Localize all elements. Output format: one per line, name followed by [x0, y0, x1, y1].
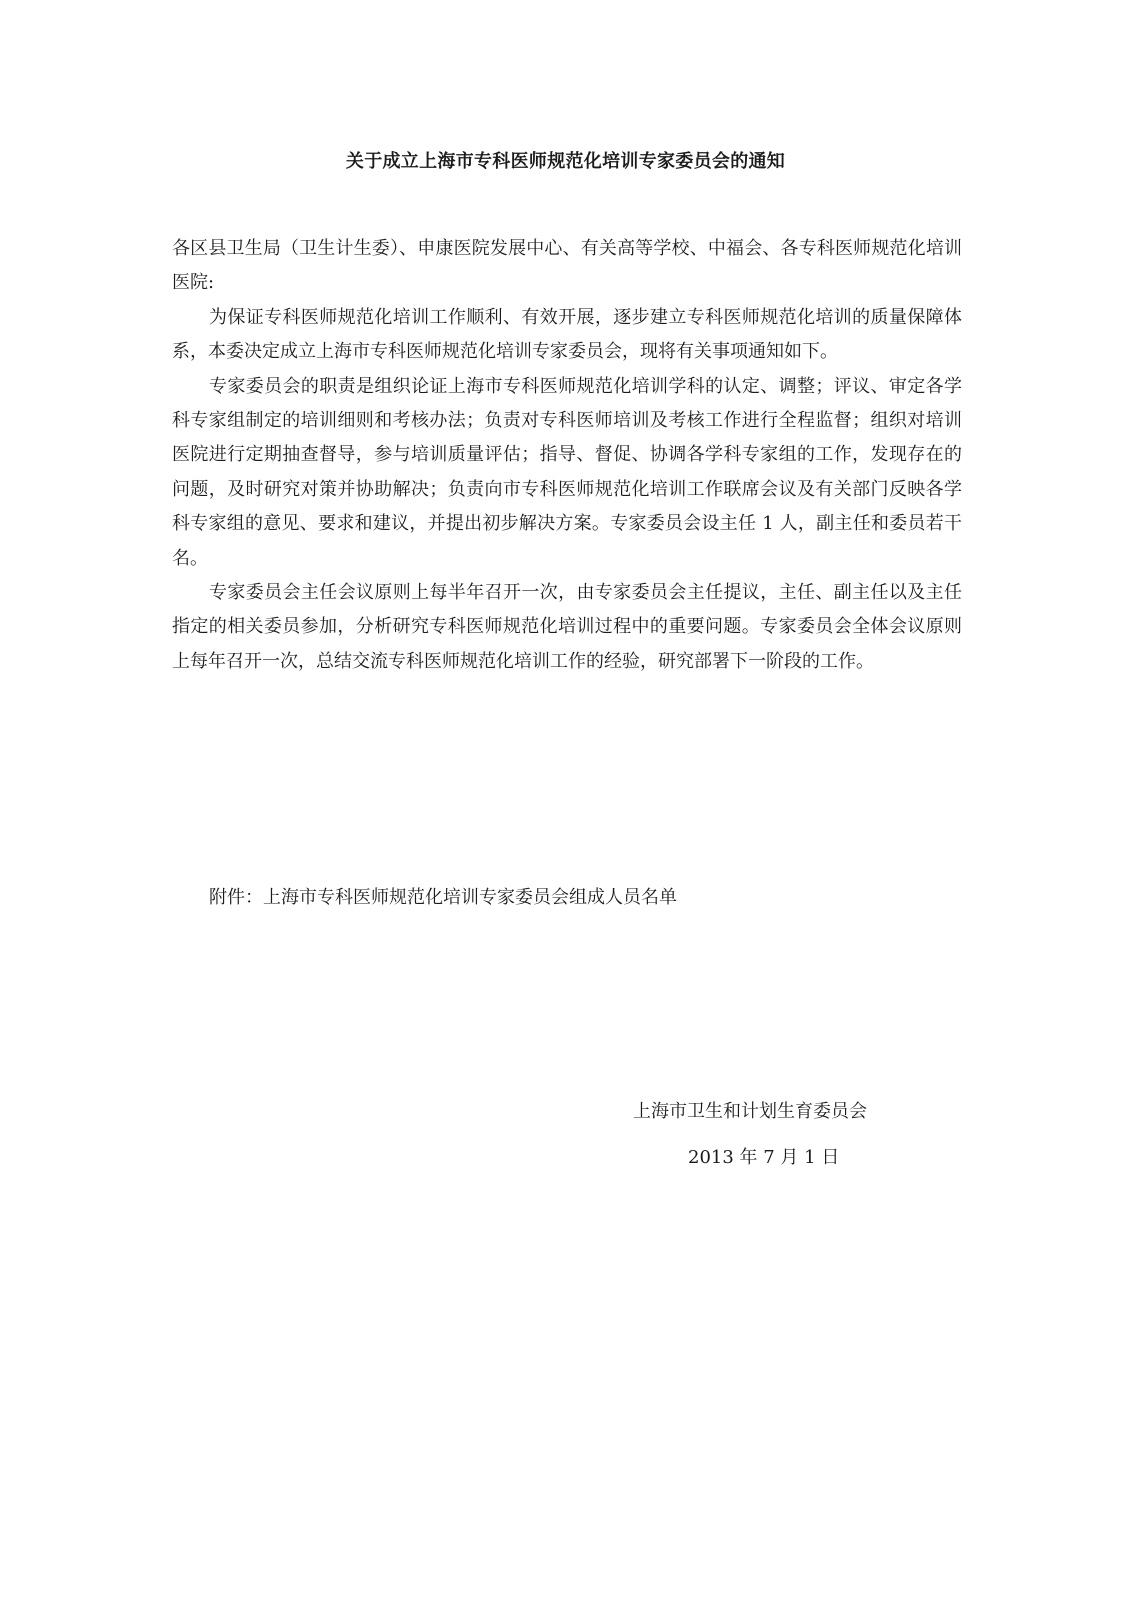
paragraph-duties: 专家委员会的职责是组织论证上海市专科医师规范化培训学科的认定、调整；评议、审定各学科专家组制定的培训细则和考核办法；负责对专科医师培训及考核工作进行全程监督；组织对培训医院进行定期抽查督导，参与培训质量评估；指导、督促、协调各学科专家组的工作，发现存在的问题，及时研究对策并协助解决；负责向市专科医师规范化培训工作联席会议及有关部门反映各学科专家组的意见、要求和建议，并提出初步解决方案。专家委员会设主任 1 人，副主任和委员若干名。 — [172, 375, 962, 569]
signature-date: 2013 年 7 月 1 日 — [688, 1147, 840, 1168]
paragraph-purpose: 为保证专科医师规范化培训工作顺利、有效开展，逐步建立专科医师规范化培训的质量保障体系，本委决定成立上海市专科医师规范化培训专家委员会，现将有关事项通知如下。 — [172, 306, 962, 363]
document-title: 关于成立上海市专科医师规范化培训专家委员会的通知 — [345, 151, 786, 172]
document-body — [172, 232, 962, 679]
signature-organization: 上海市卫生和计划生育委员会 — [633, 1101, 867, 1122]
attachment-note: 附件：上海市专科医师规范化培训专家委员会组成人员名单 — [209, 887, 677, 908]
paragraph-meetings: 专家委员会主任会议原则上每半年召开一次，由专家委员会主任提议，主任、副主任以及主任指定的相关委员参加，分析研究专科医师规范化培训过程中的重要问题。专家委员会全体会议原则上每年召开一次，总结交流专科医师规范化培训工作的经验，研究部署下一阶段的工作。 — [172, 582, 962, 672]
addressee: 各区县卫生局（卫生计生委）、申康医院发展中心、有关高等学校、中福会、各专科医师规范化培训医院: — [172, 238, 962, 294]
